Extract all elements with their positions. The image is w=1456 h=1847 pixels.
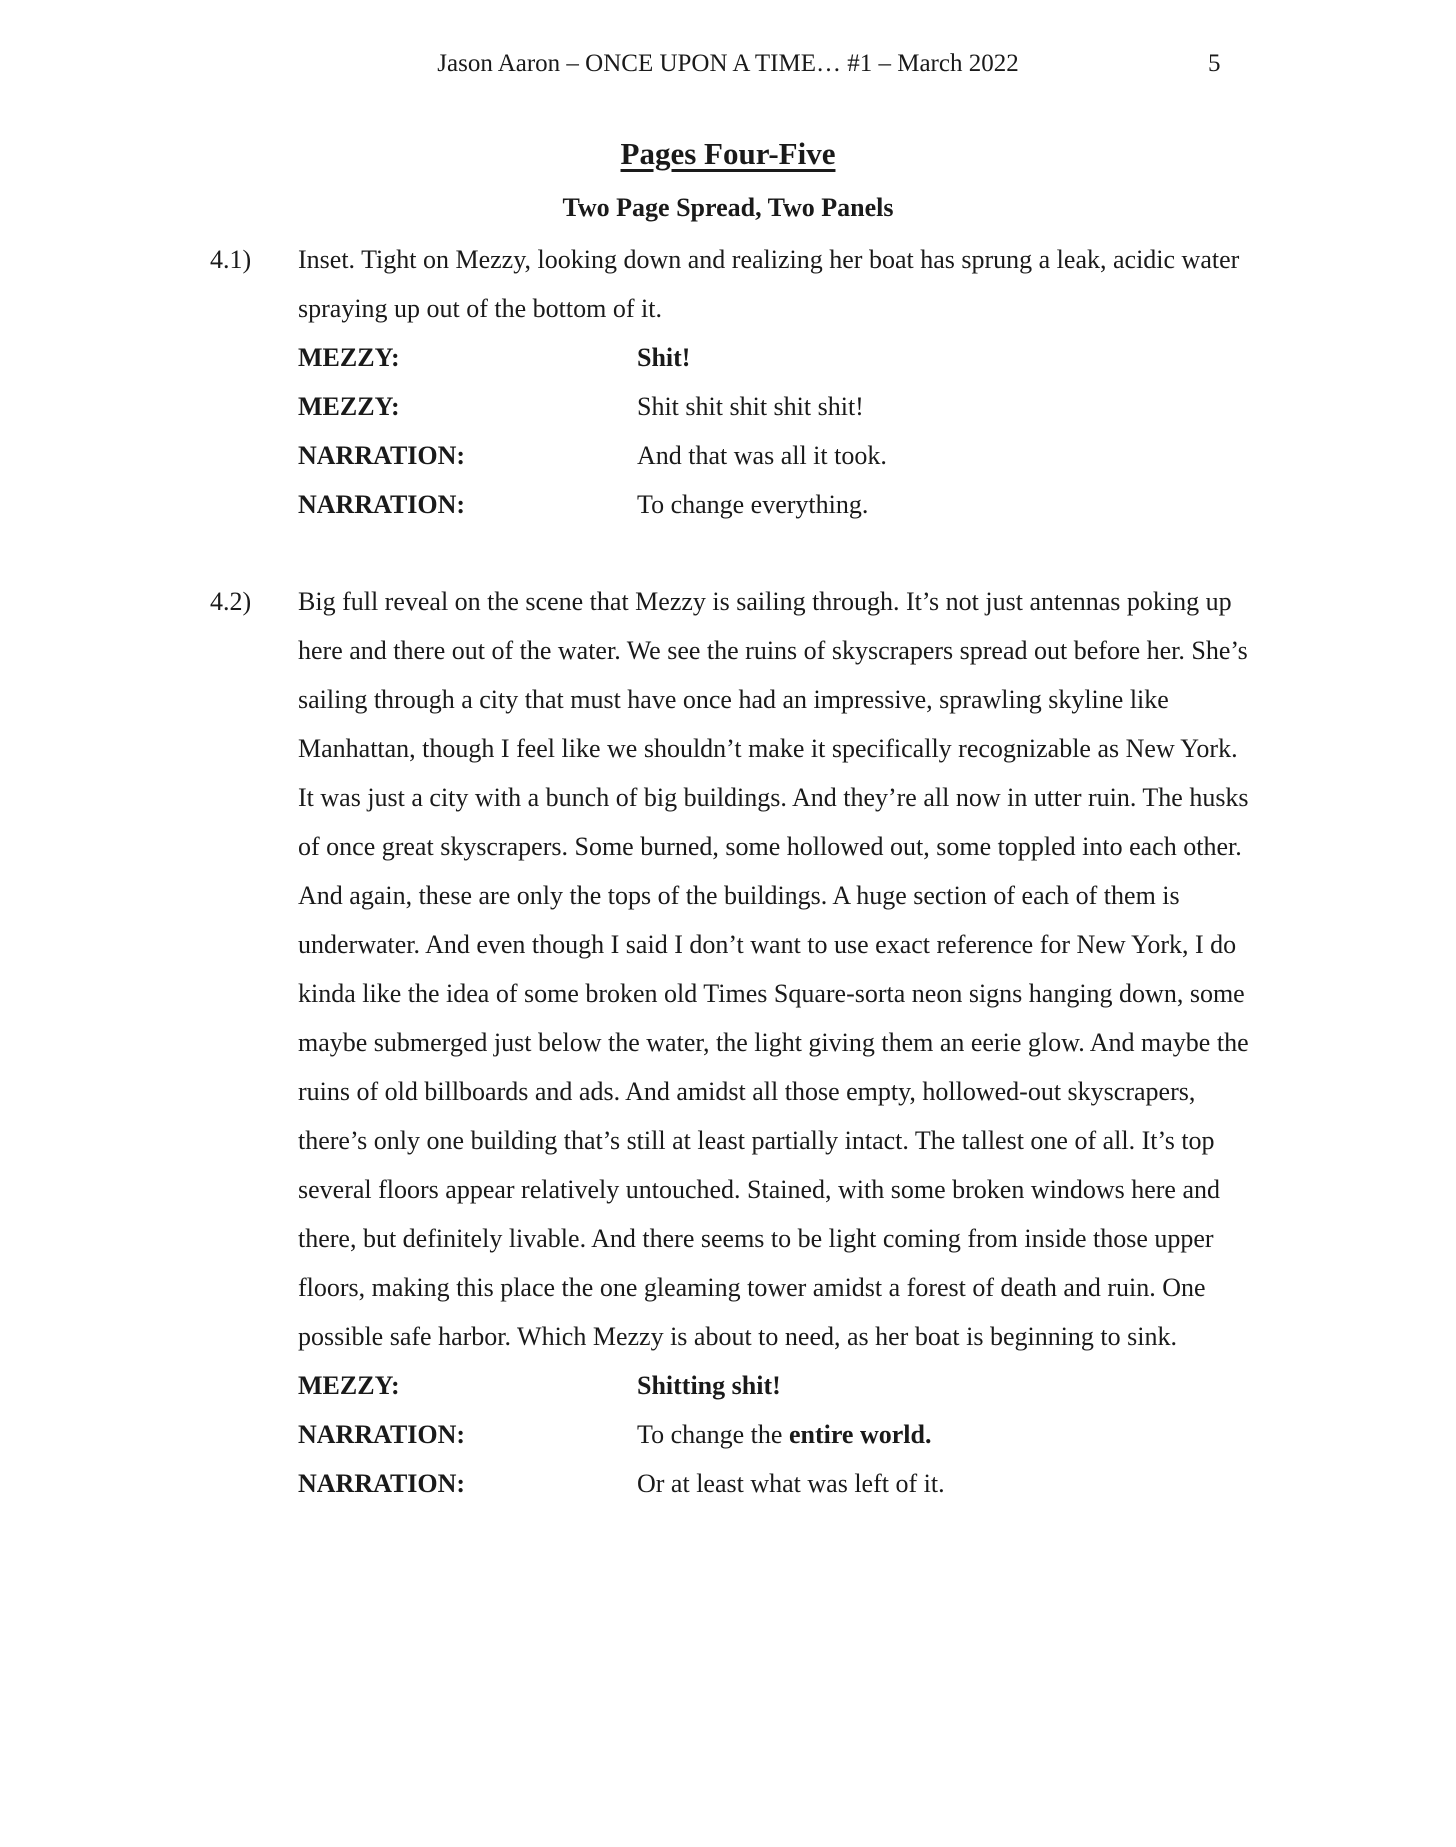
dialogue-line (298, 431, 1250, 480)
speaker: NARRATION: (298, 490, 466, 519)
page-heading: Pages Four-Five (620, 136, 836, 171)
speech: Shit! (637, 343, 691, 372)
panel-description: Big full reveal on the scene that Mezzy is sailing through. It’s not just antennas poking up here and there out of the water. We see the ruins of skyscrapers spread out before her. She’s sailing through a city that must have once had an impressive, sprawling skyline like Manhattan, though I feel like we shouldn’t make it specifically recognizable as New York. It was just a city with a bunch of big buildings. And they’re all now in utter ruin. The husks of once great skyscrapers. Some burned, some hollowed out, some toppled into each other. And again, these are only the tops of the buildings. A huge section of each of them is underwater. And even though I said I don’t want to use exact reference for New York, I do kinda like the idea of some broken old Times Square-sorta neon signs hanging down, some maybe submerged just below the water, the light giving them an eerie glow. And maybe the ruins of old billboards and ads. And amidst all those empty, hollowed-out skyscrapers, there’s only one building that’s still at least partially intact. The tallest one of all. It’s top several floors appear relatively untouched. Stained, with some broken windows here and there, but definitely livable. And there seems to be light coming from inside those upper floors, making this place the one gleaming tower amidst a forest of death and ruin. One possible safe harbor. Which Mezzy is about to need, as her boat is beginning to sink. (298, 587, 1249, 1351)
dialogue-line (298, 480, 1250, 529)
speech: Shit shit shit shit shit! (637, 392, 864, 421)
speaker: MEZZY: (298, 343, 400, 372)
panel-description: Inset. Tight on Mezzy, looking down and realizing her boat has sprung a leak, acidic water spraying up out of the bottom of it. (298, 245, 1240, 323)
speaker: NARRATION: (298, 441, 466, 470)
page-number: 5 (1208, 50, 1221, 77)
speech: Shitting shit! (637, 1371, 781, 1400)
speech: To change everything. (637, 490, 869, 519)
dialogue-line (298, 382, 1250, 431)
panel-body (298, 235, 1250, 529)
dialogue-line (298, 1410, 1250, 1459)
panel-number: 4.2) (210, 587, 252, 616)
speech-text: To change the (637, 1420, 789, 1449)
panel-4-2 (210, 577, 1250, 1508)
speaker: MEZZY: (298, 392, 400, 421)
panel-number: 4.1) (210, 245, 252, 274)
speaker: MEZZY: (298, 1371, 400, 1400)
dialogue-line (298, 1361, 1250, 1410)
dialogue-line (298, 333, 1250, 382)
speaker: NARRATION: (298, 1420, 466, 1449)
speech: Or at least what was left of it. (637, 1469, 945, 1498)
speaker: NARRATION: (298, 1469, 466, 1498)
speech (637, 1410, 931, 1459)
panel-body (298, 577, 1250, 1508)
header-title: Jason Aaron – ONCE UPON A TIME… #1 – March 2022 (437, 50, 1019, 77)
speech: And that was all it took. (637, 441, 887, 470)
page-subheading: Two Page Spread, Two Panels (562, 193, 894, 222)
dialogue-line (298, 1459, 1250, 1508)
panel-4-1 (210, 235, 1250, 529)
speech-emphasis: entire world. (788, 1420, 932, 1449)
